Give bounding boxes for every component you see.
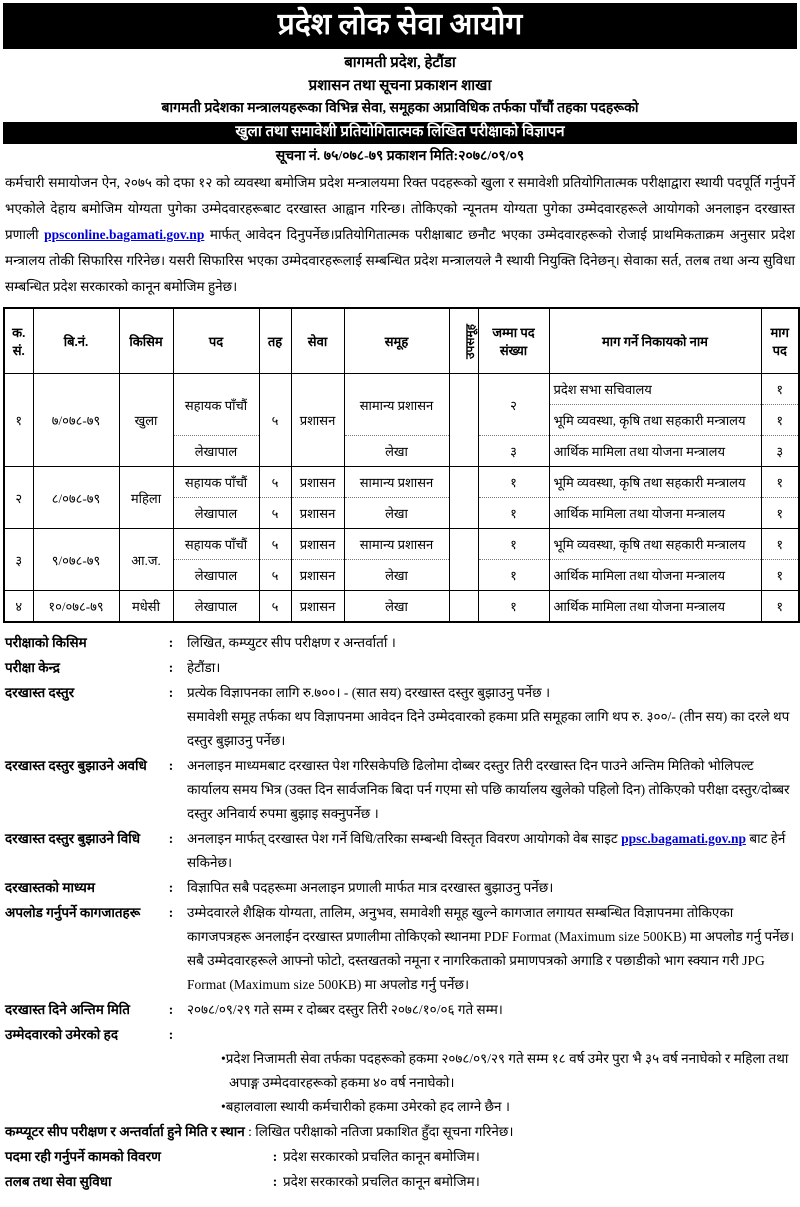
table-cell: प्रशासन bbox=[291, 498, 344, 529]
table-cell: ८/०७८-७९ bbox=[33, 467, 119, 529]
advertisement-banner-text: खुला तथा समावेशी प्रतियोगितात्मक लिखित परीक्षाको विज्ञापन bbox=[235, 124, 565, 140]
table-cell: ५ bbox=[259, 467, 291, 498]
table-cell: १ bbox=[478, 591, 549, 623]
spec-label: दरखास्त दस्तुर बुझाउने अवधि bbox=[5, 758, 147, 773]
table-header-cell: तह bbox=[259, 308, 291, 374]
table-cell: १ bbox=[478, 498, 549, 529]
spec-label: परीक्षा केन्द्र bbox=[5, 660, 60, 675]
spec-value bbox=[283, 1170, 795, 1194]
table-cell: लेखापाल bbox=[173, 560, 259, 591]
table-header-cell: क. सं. bbox=[4, 308, 33, 374]
spec-value-line: हेटौंडा। bbox=[187, 660, 221, 675]
services-line: बागमती प्रदेशका मन्त्रालयहरूका विभिन्न सेवा, समूहका अप्राविधिक तर्फका पाँचौं तहका पदहरूको bbox=[161, 101, 639, 116]
table-cell: महिला bbox=[119, 467, 173, 529]
spec-link-pre-text: अनलाइन मार्फत् दरखास्त पेश गर्ने विधि/तरिका सम्बन्धी विस्तृत विवरण आयोगको वेब साइट bbox=[187, 831, 622, 846]
table-row bbox=[4, 467, 799, 498]
table-cell: ५ bbox=[259, 591, 291, 623]
table-body bbox=[4, 374, 799, 623]
table-cell: सामान्य प्रशासन bbox=[344, 467, 449, 498]
branch-line: प्रशासन तथा सूचना प्रकाशन शाखा bbox=[308, 78, 492, 94]
table-cell: भूमि व्यवस्था, कृषि तथा सहकारी मन्त्रालय bbox=[549, 405, 761, 436]
bullet-item: •बहालवाला स्थायी कर्मचारीको हकमा उमेरको हद लाग्ने छैन । bbox=[221, 1099, 511, 1114]
spec-row bbox=[5, 656, 795, 680]
spec-value-line: अनलाइन माध्यमबाट दरखास्त पेश गरिसकेपछि ढिलोमा दोब्बर दस्तुर तिरी दरखास्त दिन पाउने अन्तिम मितिको भोलिपल्ट कार्यालय समय भित्र (उक्त दिन सार्वजनिक बिदा पर्न गएमा सो पछि कार्यालय खुलेको पहिलो दिन) तोकिएको परीक्षा दस्तुर/दोब्बर दस्तुर अनिवार्य रुपमा बुझाइ सक्नुपर्नेछ । bbox=[187, 758, 790, 821]
table-header-cell: बि.नं. bbox=[33, 308, 119, 374]
spec-value bbox=[187, 681, 795, 753]
table-cell: ५ bbox=[259, 374, 291, 467]
table-cell: लेखापाल bbox=[173, 591, 259, 623]
table-cell: २ bbox=[478, 374, 549, 436]
table-cell: १ bbox=[761, 560, 799, 591]
specs-section bbox=[3, 631, 797, 1194]
table-header-cell: माग गर्ने निकायको नाम bbox=[549, 308, 761, 374]
spec-row bbox=[5, 876, 795, 900]
table-cell: खुला bbox=[119, 374, 173, 467]
table-cell: ५ bbox=[259, 498, 291, 529]
spec-value bbox=[187, 827, 795, 875]
table-cell: लेखा bbox=[344, 498, 449, 529]
commission-website-link[interactable]: ppsc.bagamati.gov.np bbox=[621, 831, 746, 846]
spec-row bbox=[5, 1023, 795, 1119]
table-cell: प्रशासन bbox=[291, 591, 344, 623]
table-cell: ७/०७८-७९ bbox=[33, 374, 119, 467]
spec-label: अपलोड गर्नुपर्ने कागजातहरू bbox=[5, 905, 141, 920]
advertisement-banner bbox=[3, 122, 797, 144]
table-cell: १ bbox=[478, 529, 549, 560]
spec-colon: : bbox=[168, 660, 174, 675]
spec-colon: : bbox=[272, 1174, 278, 1189]
spec-label: परीक्षाको किसिम bbox=[5, 635, 87, 650]
table-cell: १ bbox=[761, 498, 799, 529]
table-cell: सामान्य प्रशासन bbox=[344, 529, 449, 560]
table-header-cell: किसिम bbox=[119, 308, 173, 374]
table-row bbox=[4, 374, 799, 405]
table-cell: आर्थिक मामिला तथा योजना मन्त्रालय bbox=[549, 436, 761, 467]
spec-row bbox=[5, 1170, 795, 1194]
spec-value-line: लिखित, कम्प्युटर सीप परीक्षण र अन्तर्वार्ता । bbox=[187, 635, 396, 650]
table-cell: सहायक पाँचौं bbox=[173, 529, 259, 560]
table-cell: भूमि व्यवस्था, कृषि तथा सहकारी मन्त्रालय bbox=[549, 467, 761, 498]
spec-row bbox=[5, 998, 795, 1022]
spec-label: दरखास्त दिने अन्तिम मिति bbox=[5, 1002, 130, 1017]
spec-colon: : bbox=[168, 1027, 174, 1042]
table-cell: लेखापाल bbox=[173, 436, 259, 467]
table-cell: ३ bbox=[478, 436, 549, 467]
bullet-item: •प्रदेश निजामती सेवा तर्फका पदहरूको हकमा २०७८/०९/२९ गते सम्म १८ वर्ष उमेर पुरा भै ३५ वर्ष ननाघेको र महिला तथा अपाङ्ग उम्मेदवारहरूको हकमा ४० वर्ष ननाघेको। bbox=[221, 1051, 789, 1090]
table-header-cell: समूह bbox=[344, 308, 449, 374]
table-cell: १ bbox=[761, 374, 799, 405]
table-header-cell: माग पद bbox=[761, 308, 799, 374]
table-cell: १ bbox=[761, 467, 799, 498]
table-cell: आर्थिक मामिला तथा योजना मन्त्रालय bbox=[549, 591, 761, 623]
application-portal-link[interactable]: ppsconline.bagamati.gov.np bbox=[44, 227, 205, 242]
table-row bbox=[4, 591, 799, 623]
spec-row bbox=[5, 901, 795, 997]
table-cell: ४ bbox=[4, 591, 33, 623]
intro-text-before: कर्मचारी समायोजन ऐन, २०७५ को दफा १२ को व्यवस्था बमोजिम प्रदेश मन्त्रालयमा रिक्त पदहरूको खुला र समावेशी प्रतियोगितात्मक परीक्षाद्वारा स्थायी पदपूर्ति गर्नुपर्ने भएकोले देहाय बमोजिम योग्यता पुगेका उम्मेदवारहरूबाट दरखास्त आह्वान गरिन्छ। तोकिएको न्यूनतम योग्यता पुगेका उम्मेदवारहरूले आयोगको अनलाइन दरखास्त प्रणाली bbox=[5, 175, 795, 242]
table-cell: १ bbox=[761, 405, 799, 436]
table-cell: १ bbox=[761, 591, 799, 623]
table-cell: २ bbox=[4, 467, 33, 529]
spec-label: दरखास्त दस्तुर बुझाउने विधि bbox=[5, 831, 141, 846]
spec-value-line: प्रदेश सरकारको प्रचलित कानून बमोजिम। bbox=[283, 1149, 480, 1164]
spec-value-line: उम्मेदवारले शैक्षिक योग्यता, तालिम, अनुभव, समावेशी समूह खुल्ने कागजात लगायत सम्बन्धित विज्ञापनमा तोकिएका कागजपत्रहरू अनलाईन दरखास्त प्रणालीमा तोकिएको स्थानमा PDF Format (Maximum size 500KB) मा अपलोड गर्नु पर्नेछ। सबै उम्मेदवारहरूले आफ्नो फोटो, दस्तखतको नमूना र नागरिकताको प्रमाणपत्रको अगाडि र पछाडीको भाग स्क्यान गरी JPG Format (Maximum size 500KB) मा अपलोड गर्नु पर्नेछ। bbox=[187, 905, 795, 992]
spec-label: दरखास्तको माध्यम bbox=[5, 880, 95, 895]
table-cell: सहायक पाँचौं bbox=[173, 374, 259, 436]
table-header-cell: सेवा bbox=[291, 308, 344, 374]
table-cell: प्रशासन bbox=[291, 467, 344, 498]
province-line: बागमती प्रदेश, हेटौंडा bbox=[344, 55, 456, 71]
commission-title-banner bbox=[3, 3, 797, 49]
table-cell: ५ bbox=[259, 560, 291, 591]
spec-colon: : bbox=[168, 685, 174, 700]
spec-value bbox=[187, 901, 795, 997]
table-cell bbox=[449, 374, 478, 467]
table-cell: भूमि व्यवस्था, कृषि तथा सहकारी मन्त्रालय bbox=[549, 529, 761, 560]
table-header-row bbox=[4, 308, 799, 374]
spec-colon: : bbox=[168, 1002, 174, 1017]
table-cell: आर्थिक मामिला तथा योजना मन्त्रालय bbox=[549, 498, 761, 529]
table-header-cell: जम्मा पद संख्या bbox=[478, 308, 549, 374]
intro-text-after: मार्फत् आवेदन दिनुपर्नेछ।प्रतियोगितात्मक परीक्षाबाट छनौट भएका उम्मेदवारहरूको रोजाई प्राथमिकताक्रम अनुसार प्रदेश मन्त्रालय तोकी सिफारिस गरिनेछ। यसरी सिफारिस भएका उम्मेदवारहरूलाई सम्बन्धित प्रदेश मन्त्रालयले नै स्थायी नियुक्ति दिनेछन्। सेवाका सर्त, तलब तथा अन्य सुविधा सम्बन्धित प्रदेश सरकारको कानून बमोजिम हुनेछ। bbox=[5, 227, 795, 294]
table-cell: लेखा bbox=[344, 591, 449, 623]
spec-colon: : bbox=[244, 1124, 256, 1139]
table-cell bbox=[449, 467, 478, 529]
spec-value bbox=[187, 631, 795, 655]
spec-value bbox=[187, 1023, 795, 1119]
spec-value bbox=[283, 1145, 795, 1169]
spec-row bbox=[5, 827, 795, 875]
spec-value bbox=[187, 998, 795, 1022]
table-cell: लेखा bbox=[344, 560, 449, 591]
table-cell: प्रशासन bbox=[291, 374, 344, 467]
spec-colon: : bbox=[168, 831, 174, 846]
spec-row bbox=[5, 1145, 795, 1169]
spec-value bbox=[187, 876, 795, 900]
spec-value-line: प्रत्येक विज्ञापनका लागि रु.७००। - (सात सय) दरखास्त दस्तुर बुझाउनु पर्नेछ । bbox=[187, 685, 551, 700]
spec-label: कम्प्यूटर सीप परीक्षण र अन्तर्वार्ता हुने मिति र स्थान bbox=[5, 1124, 245, 1139]
spec-value-line: २०७८/०९/२९ गते सम्म र दोब्बर दस्तुर तिरी २०७८/१०/०६ गते सम्म। bbox=[187, 1002, 503, 1017]
spec-value-line: समावेशी समूह तर्फका थप विज्ञापनमा आवेदन दिने उम्मेदवारको हकमा प्रति समूहका लागि थप रु. ३००/- (तीन सय) का दरले थप दस्तुर बुझाउनु पर्नेछ। bbox=[187, 709, 790, 748]
table-cell: लेखापाल bbox=[173, 498, 259, 529]
intro-paragraph bbox=[5, 170, 795, 300]
notice-number-line: सूचना नं. ७५/०७८-७९ प्रकाशन मिति:२०७८/०९/०९ bbox=[275, 149, 525, 164]
vacancy-table bbox=[3, 307, 800, 623]
spec-value-line bbox=[187, 827, 795, 875]
spec-value: लिखित परीक्षाको नतिजा प्रकाशित हुँदा सूचना गरिनेछ। bbox=[255, 1124, 514, 1139]
table-cell: १ bbox=[4, 374, 33, 467]
table-cell: आ.ज. bbox=[119, 529, 173, 591]
spec-colon: : bbox=[168, 905, 174, 920]
spec-value-line: विज्ञापित सबै पदहरूमा अनलाइन प्रणाली मार्फत मात्र दरखास्त बुझाउनु पर्नेछ। bbox=[187, 880, 554, 895]
table-cell: ३ bbox=[4, 529, 33, 591]
table-cell: सहायक पाँचौं bbox=[173, 467, 259, 498]
spec-colon: : bbox=[168, 880, 174, 895]
table-cell: १ bbox=[761, 529, 799, 560]
table-header-cell: उपसमूह bbox=[449, 308, 478, 374]
table-cell: १ bbox=[478, 467, 549, 498]
spec-row bbox=[5, 681, 795, 753]
spec-label: पदमा रही गर्नुपर्ने कामको विवरण bbox=[5, 1149, 161, 1164]
table-cell bbox=[449, 591, 478, 623]
table-cell: प्रशासन bbox=[291, 560, 344, 591]
spec-colon: : bbox=[168, 635, 174, 650]
table-cell: ५ bbox=[259, 529, 291, 560]
table-cell: लेखा bbox=[344, 436, 449, 467]
table-cell bbox=[449, 529, 478, 591]
spec-colon: : bbox=[168, 758, 174, 773]
spec-value-line bbox=[187, 1023, 795, 1047]
spec-value bbox=[187, 754, 795, 826]
spec-colon: : bbox=[272, 1149, 278, 1164]
table-header-cell: पद bbox=[173, 308, 259, 374]
spec-link-post-text: बाट हेर्न सकिनेछ। bbox=[187, 831, 786, 870]
table-cell: ९/०७८-७९ bbox=[33, 529, 119, 591]
spec-label: दरखास्त दस्तुर bbox=[5, 685, 75, 700]
spec-row bbox=[5, 631, 795, 655]
spec-value bbox=[187, 656, 795, 680]
commission-title: प्रदेश लोक सेवा आयोग bbox=[277, 8, 523, 41]
spec-row bbox=[5, 1120, 795, 1144]
table-row bbox=[4, 529, 799, 560]
spec-value-line: प्रदेश सरकारको प्रचलित कानून बमोजिम। bbox=[283, 1174, 480, 1189]
table-cell: सामान्य प्रशासन bbox=[344, 374, 449, 436]
table-cell: प्रदेश सभा सचिवालय bbox=[549, 374, 761, 405]
table-cell: प्रशासन bbox=[291, 529, 344, 560]
spec-row bbox=[5, 754, 795, 826]
table-cell: आर्थिक मामिला तथा योजना मन्त्रालय bbox=[549, 560, 761, 591]
table-cell: १ bbox=[478, 560, 549, 591]
table-cell: १०/०७८-७९ bbox=[33, 591, 119, 623]
spec-label: उम्मेदवारको उमेरको हद bbox=[5, 1027, 119, 1042]
table-cell: ३ bbox=[761, 436, 799, 467]
spec-label: तलब तथा सेवा सुविधा bbox=[5, 1174, 112, 1189]
table-cell: मधेसी bbox=[119, 591, 173, 623]
